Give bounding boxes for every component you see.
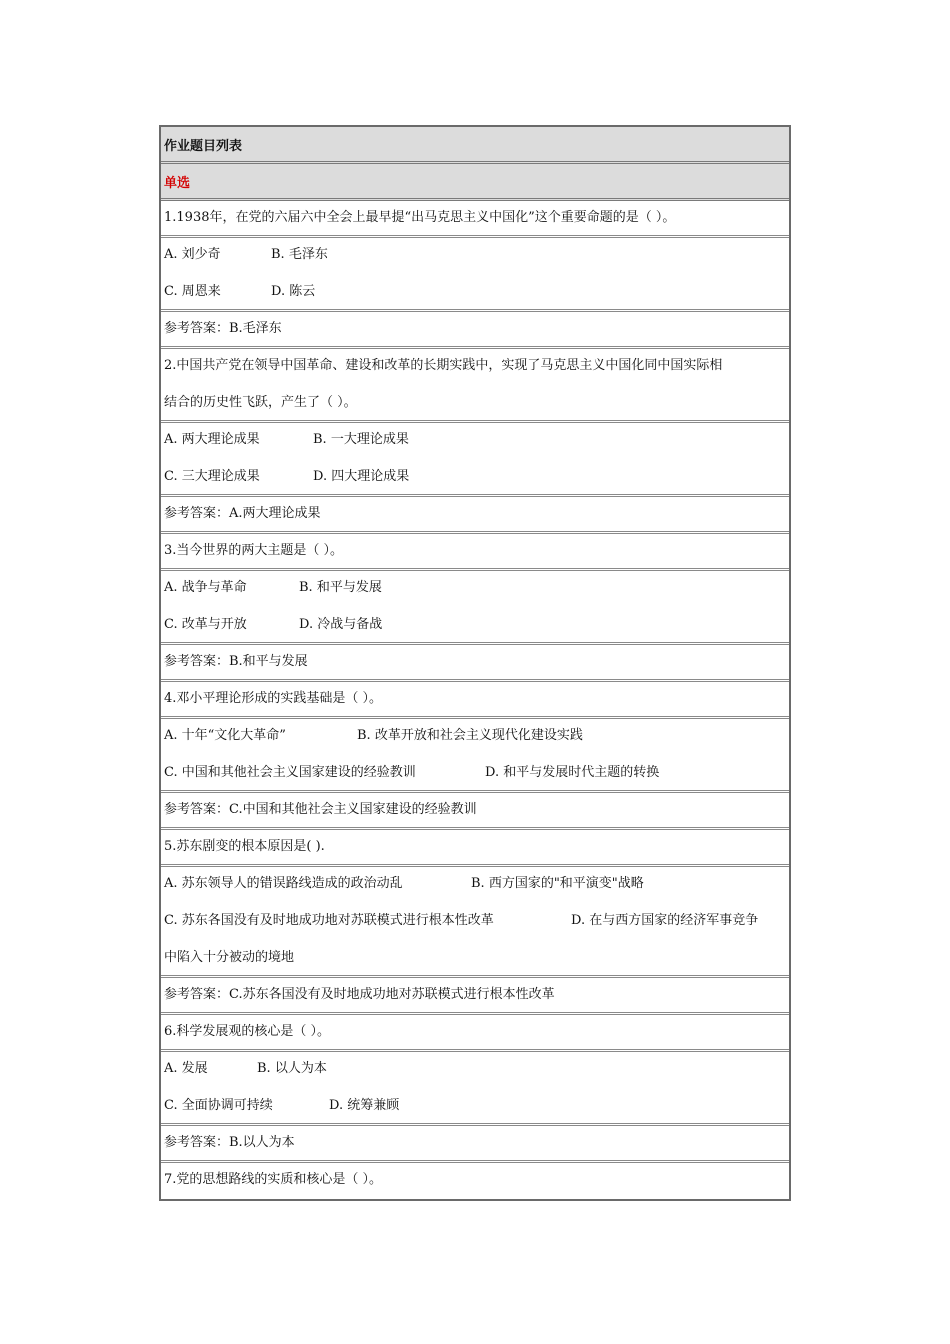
question-2-stem <box>161 349 789 423</box>
option-c: C. 中国和其他社会主义国家建设的经验教训 <box>164 765 416 780</box>
reference-answer: 参考答案：B.以人为本 <box>164 1135 295 1150</box>
reference-answer: 参考答案：B.毛泽东 <box>164 321 282 336</box>
option-a: A. 十年“文化大革命” <box>164 728 286 743</box>
question-3-options <box>161 571 789 645</box>
question-text-cont: 结合的历史性飞跃，产生了（ ）。 <box>164 395 357 410</box>
reference-answer: 参考答案：C.中国和其他社会主义国家建设的经验教训 <box>164 802 477 817</box>
option-c: C. 改革与开放 <box>164 617 247 632</box>
option-d: D. 和平与发展时代主题的转换 <box>485 765 660 780</box>
option-b: B. 毛泽东 <box>271 247 328 262</box>
option-b: B. 和平与发展 <box>299 580 382 595</box>
question-2-options <box>161 423 789 497</box>
question-text: 1.1938年，在党的六届六中全会上最早提“出马克思主义中国化”这个重要命题的是（ ）。 <box>164 210 676 225</box>
option-d: D. 冷战与备战 <box>299 617 383 632</box>
option-b: B. 以人为本 <box>257 1061 327 1076</box>
question-1-stem <box>161 201 789 238</box>
option-a: A. 两大理论成果 <box>164 432 260 447</box>
option-c: C. 苏东各国没有及时地成功地对苏联模式进行根本性改革 <box>164 913 494 928</box>
section-row <box>161 164 789 201</box>
table-title: 作业题目列表 <box>164 139 243 154</box>
question-5-stem <box>161 830 789 867</box>
homework-table <box>159 125 791 1201</box>
option-c: C. 周恩来 <box>164 284 221 299</box>
option-b: B. 一大理论成果 <box>313 432 409 447</box>
option-a: A. 刘少奇 <box>164 247 221 262</box>
question-1-options <box>161 238 789 312</box>
option-b: B. 改革开放和社会主义现代化建设实践 <box>357 728 583 743</box>
question-3-answer <box>161 645 789 682</box>
question-4-stem <box>161 682 789 719</box>
question-4-answer <box>161 793 789 830</box>
option-d: D. 在与西方国家的经济军事竞争 <box>571 913 759 928</box>
option-d: D. 陈云 <box>271 284 316 299</box>
question-text: 7.党的思想路线的实质和核心是（ ）。 <box>164 1172 383 1187</box>
question-text: 2.中国共产党在领导中国革命、建设和改革的长期实践中，实现了马克思主义中国化同中国实际相 <box>164 358 723 373</box>
question-text: 6.科学发展观的核心是（ ）。 <box>164 1024 331 1039</box>
option-c: C. 三大理论成果 <box>164 469 260 484</box>
question-text: 4.邓小平理论形成的实践基础是（ ）。 <box>164 691 383 706</box>
question-4-options <box>161 719 789 793</box>
option-b: B. 西方国家的"和平演变"战略 <box>471 876 644 891</box>
question-5-options <box>161 867 789 978</box>
section-label: 单选 <box>164 176 191 191</box>
option-d: D. 统筹兼顾 <box>329 1098 400 1113</box>
question-1-answer <box>161 312 789 349</box>
option-a: A. 战争与革命 <box>164 580 247 595</box>
question-text: 3.当今世界的两大主题是（ ）。 <box>164 543 344 558</box>
question-6-options <box>161 1052 789 1126</box>
option-a: A. 苏东领导人的错误路线造成的政治动乱 <box>164 876 403 891</box>
reference-answer: 参考答案：C.苏东各国没有及时地成功地对苏联模式进行根本性改革 <box>164 987 555 1002</box>
question-2-answer <box>161 497 789 534</box>
question-5-answer <box>161 978 789 1015</box>
question-6-answer <box>161 1126 789 1163</box>
option-c: C. 全面协调可持续 <box>164 1098 273 1113</box>
table-title-row <box>161 127 789 164</box>
reference-answer: 参考答案：B.和平与发展 <box>164 654 308 669</box>
question-6-stem <box>161 1015 789 1052</box>
reference-answer: 参考答案：A.两大理论成果 <box>164 506 321 521</box>
question-text: 5.苏东剧变的根本原因是( ). <box>164 839 325 854</box>
option-d: D. 四大理论成果 <box>313 469 410 484</box>
question-7-stem <box>161 1163 789 1199</box>
question-3-stem <box>161 534 789 571</box>
option-d-cont: 中陷入十分被动的境地 <box>164 950 295 965</box>
option-a: A. 发展 <box>164 1061 208 1076</box>
